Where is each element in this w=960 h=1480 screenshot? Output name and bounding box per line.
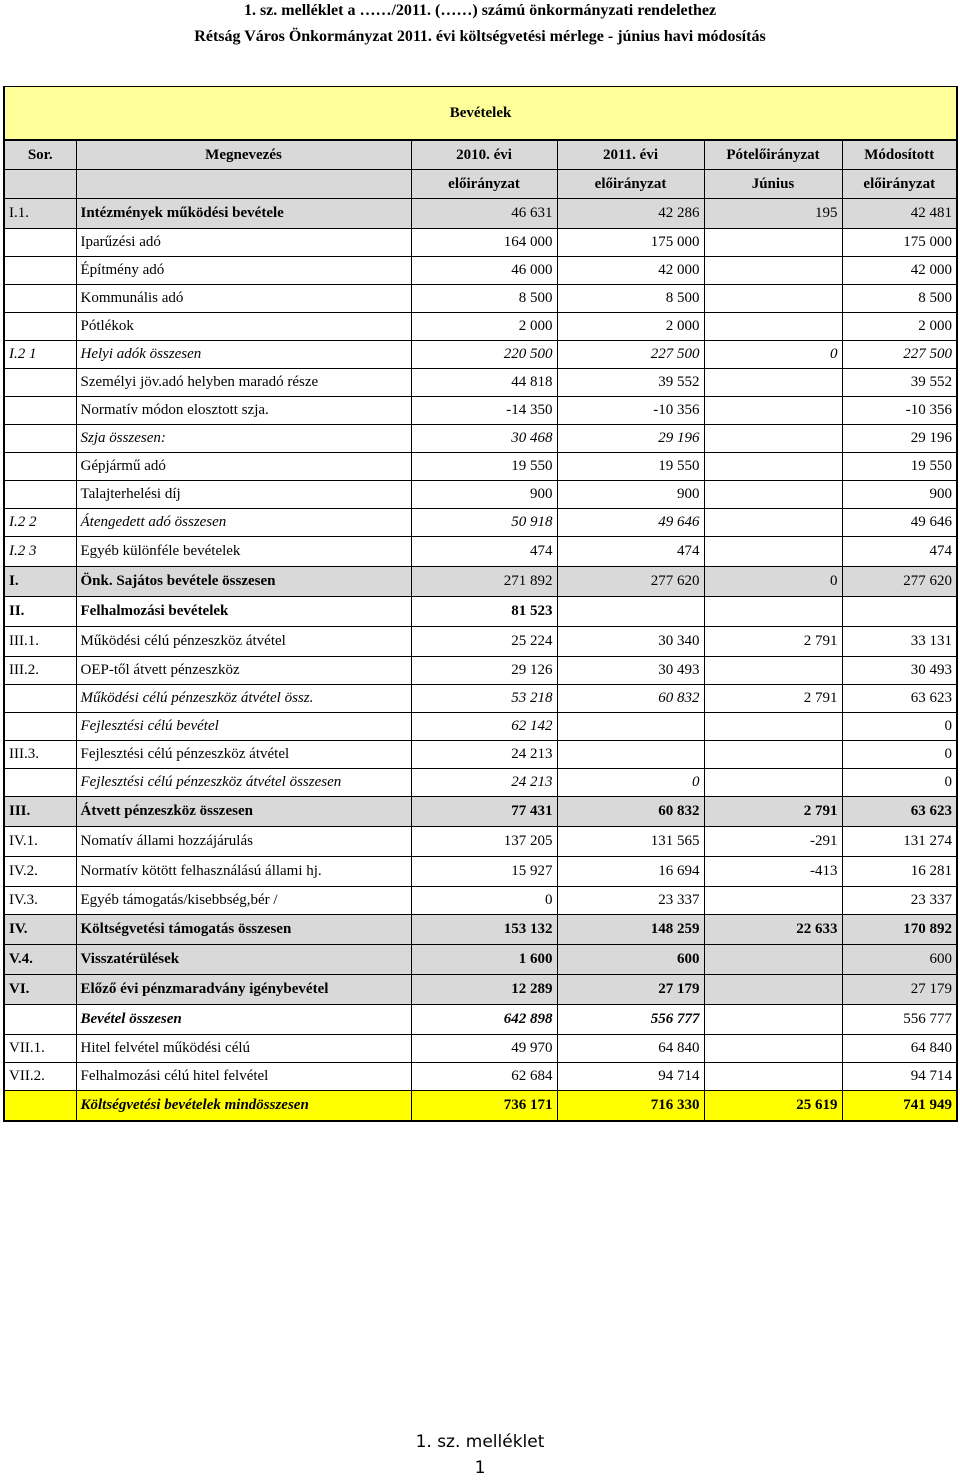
row-sor (4, 713, 76, 741)
row-sor (4, 1091, 76, 1122)
row-name: OEP-től átvett pénzeszköz (76, 657, 411, 685)
row-name: Felhalmozási bevételek (76, 597, 411, 627)
row-2011: 175 000 (557, 229, 704, 257)
row-2011: 16 694 (557, 857, 704, 887)
row-name: Visszatérülések (76, 945, 411, 975)
row-2011: 49 646 (557, 509, 704, 537)
table-row (4, 397, 957, 425)
row-modositott: 94 714 (842, 1063, 957, 1091)
row-2011: 8 500 (557, 285, 704, 313)
table-row (4, 1035, 957, 1063)
row-2011: 30 493 (557, 657, 704, 685)
document-title: 1. sz. melléklet a ……/2011. (……) számú önkormányzati rendelethez (243, 2, 717, 19)
row-modositott: 29 196 (842, 425, 957, 453)
row-modositott: 170 892 (842, 915, 957, 945)
col-header-modositott: Módosított (842, 140, 957, 170)
row-2010: 474 (411, 537, 557, 567)
row-sor (4, 769, 76, 797)
row-potelo (704, 537, 842, 567)
row-sor (4, 369, 76, 397)
row-name: Működési célú pénzeszköz átvétel (76, 627, 411, 657)
row-2010: 736 171 (411, 1091, 557, 1122)
row-modositott: 42 000 (842, 257, 957, 285)
row-name: Szja összesen: (76, 425, 411, 453)
row-2011: 29 196 (557, 425, 704, 453)
row-name: Talajterhelési díj (76, 481, 411, 509)
row-2011: 474 (557, 537, 704, 567)
row-sor: VI. (4, 975, 76, 1005)
row-2010: 153 132 (411, 915, 557, 945)
row-2011: 600 (557, 945, 704, 975)
row-2011 (557, 597, 704, 627)
row-modositott: 277 620 (842, 567, 957, 597)
row-modositott: 30 493 (842, 657, 957, 685)
row-modositott: 131 274 (842, 827, 957, 857)
row-name: Kommunális adó (76, 285, 411, 313)
row-sor: III. (4, 797, 76, 827)
row-name: Helyi adók összesen (76, 341, 411, 369)
footer-label: 1. sz. melléklet (415, 1432, 545, 1452)
row-2010: 30 468 (411, 425, 557, 453)
col-subheader-2011: előirányzat (557, 170, 704, 199)
table-row (4, 975, 957, 1005)
table-row (4, 567, 957, 597)
row-name: Fejlesztési célú pénzeszköz átvétel összesen (76, 769, 411, 797)
table-row (4, 313, 957, 341)
row-2010: 12 289 (411, 975, 557, 1005)
revenue-table (3, 86, 958, 1122)
table-row-grand-total (4, 1091, 957, 1122)
row-name: Bevétel összesen (76, 1005, 411, 1035)
row-name: Normatív kötött felhasználású állami hj. (76, 857, 411, 887)
table-row (4, 657, 957, 685)
row-modositott: 63 623 (842, 685, 957, 713)
col-header-sor: Sor. (4, 140, 76, 170)
table-row (4, 741, 957, 769)
table-row (4, 199, 957, 229)
table-row (4, 597, 957, 627)
row-2010: 19 550 (411, 453, 557, 481)
row-modositott: 900 (842, 481, 957, 509)
table-row (4, 481, 957, 509)
row-2010: 46 000 (411, 257, 557, 285)
row-sor: VII.2. (4, 1063, 76, 1091)
row-2010: 220 500 (411, 341, 557, 369)
row-potelo (704, 453, 842, 481)
row-modositott (842, 597, 957, 627)
row-2010: 44 818 (411, 369, 557, 397)
row-modositott: 175 000 (842, 229, 957, 257)
page-number: 1 (474, 1458, 486, 1478)
row-sor: I.2 3 (4, 537, 76, 567)
row-sor: IV.3. (4, 887, 76, 915)
row-potelo (704, 769, 842, 797)
row-2011: 42 286 (557, 199, 704, 229)
row-potelo: 22 633 (704, 915, 842, 945)
row-name: Költségvetési támogatás összesen (76, 915, 411, 945)
row-2011: 30 340 (557, 627, 704, 657)
row-modositott: 474 (842, 537, 957, 567)
table-row (4, 369, 957, 397)
row-name: Működési célú pénzeszköz átvétel össz. (76, 685, 411, 713)
row-2010: 25 224 (411, 627, 557, 657)
row-sor: V.4. (4, 945, 76, 975)
row-name: Önk. Sajátos bevétele összesen (76, 567, 411, 597)
row-potelo: 25 619 (704, 1091, 842, 1122)
row-2011: 716 330 (557, 1091, 704, 1122)
table-row (4, 1005, 957, 1035)
row-potelo (704, 1035, 842, 1063)
table-row (4, 537, 957, 567)
row-2011: 900 (557, 481, 704, 509)
row-potelo (704, 975, 842, 1005)
row-modositott: 556 777 (842, 1005, 957, 1035)
row-2011: 60 832 (557, 685, 704, 713)
row-modositott: 33 131 (842, 627, 957, 657)
row-sor (4, 685, 76, 713)
table-row (4, 1063, 957, 1091)
col-subheader-modositott: előirányzat (842, 170, 957, 199)
row-2011: 23 337 (557, 887, 704, 915)
row-sor (4, 453, 76, 481)
row-2010: 1 600 (411, 945, 557, 975)
row-2011: 19 550 (557, 453, 704, 481)
col-header-2010: 2010. évi (411, 140, 557, 170)
row-modositott: 227 500 (842, 341, 957, 369)
table-row (4, 425, 957, 453)
row-2010: 24 213 (411, 769, 557, 797)
row-sor: I.2 2 (4, 509, 76, 537)
row-2010: 62 684 (411, 1063, 557, 1091)
table-row (4, 509, 957, 537)
row-potelo (704, 509, 842, 537)
row-2011: 0 (557, 769, 704, 797)
row-modositott: 8 500 (842, 285, 957, 313)
row-potelo: 2 791 (704, 627, 842, 657)
table-row (4, 341, 957, 369)
row-2010: 900 (411, 481, 557, 509)
row-sor: IV. (4, 915, 76, 945)
row-modositott: 0 (842, 769, 957, 797)
row-sor (4, 425, 76, 453)
row-potelo (704, 425, 842, 453)
row-sor: III.3. (4, 741, 76, 769)
row-2010: 271 892 (411, 567, 557, 597)
row-sor: IV.2. (4, 857, 76, 887)
row-name: Intézmények működési bevétele (76, 199, 411, 229)
row-potelo (704, 1005, 842, 1035)
row-potelo: 195 (704, 199, 842, 229)
row-sor: III.2. (4, 657, 76, 685)
row-2011: 556 777 (557, 1005, 704, 1035)
row-name: Iparűzési adó (76, 229, 411, 257)
row-potelo (704, 741, 842, 769)
row-modositott: 19 550 (842, 453, 957, 481)
table-row (4, 713, 957, 741)
col-header-potelo: Pótelőirányzat (704, 140, 842, 170)
table-row (4, 887, 957, 915)
row-2010: 8 500 (411, 285, 557, 313)
row-name: Nomatív állami hozzájárulás (76, 827, 411, 857)
row-2011: 27 179 (557, 975, 704, 1005)
row-name: Költségvetési bevételek mindösszesen (76, 1091, 411, 1122)
row-2010: 164 000 (411, 229, 557, 257)
table-row (4, 857, 957, 887)
row-2011 (557, 713, 704, 741)
row-potelo (704, 1063, 842, 1091)
table-row (4, 769, 957, 797)
row-name: Pótlékok (76, 313, 411, 341)
row-potelo (704, 713, 842, 741)
col-subheader-2010: előirányzat (411, 170, 557, 199)
row-potelo (704, 887, 842, 915)
row-2011: 227 500 (557, 341, 704, 369)
row-modositott: 42 481 (842, 199, 957, 229)
row-potelo (704, 257, 842, 285)
row-modositott: 2 000 (842, 313, 957, 341)
row-2010: 77 431 (411, 797, 557, 827)
row-2011: 42 000 (557, 257, 704, 285)
row-2010: 137 205 (411, 827, 557, 857)
row-2010: 15 927 (411, 857, 557, 887)
row-sor (4, 285, 76, 313)
row-2010: 49 970 (411, 1035, 557, 1063)
col-header-2011: 2011. évi (557, 140, 704, 170)
table-row (4, 453, 957, 481)
row-name: Felhalmozási célú hitel felvétel (76, 1063, 411, 1091)
row-sor (4, 1005, 76, 1035)
table-row (4, 685, 957, 713)
row-modositott: -10 356 (842, 397, 957, 425)
row-2011: 148 259 (557, 915, 704, 945)
row-name: Gépjármű adó (76, 453, 411, 481)
row-potelo: 2 791 (704, 685, 842, 713)
row-potelo (704, 481, 842, 509)
row-modositott: 23 337 (842, 887, 957, 915)
row-name: Átvett pénzeszköz összesen (76, 797, 411, 827)
table-row (4, 945, 957, 975)
row-modositott: 63 623 (842, 797, 957, 827)
row-2010: 24 213 (411, 741, 557, 769)
row-2011: 131 565 (557, 827, 704, 857)
section-title: Bevételek (4, 87, 957, 141)
row-name: Normatív módon elosztott szja. (76, 397, 411, 425)
row-2011: 60 832 (557, 797, 704, 827)
table-row (4, 229, 957, 257)
row-name: Előző évi pénzmaradvány igénybevétel (76, 975, 411, 1005)
row-potelo: 2 791 (704, 797, 842, 827)
row-2011: 2 000 (557, 313, 704, 341)
row-potelo (704, 397, 842, 425)
row-sor: I.2 1 (4, 341, 76, 369)
row-2010: 2 000 (411, 313, 557, 341)
col-header-megnevezes: Megnevezés (76, 140, 411, 170)
row-2011: 64 840 (557, 1035, 704, 1063)
row-potelo (704, 285, 842, 313)
row-2010: 0 (411, 887, 557, 915)
row-2010: 53 218 (411, 685, 557, 713)
row-sor: VII.1. (4, 1035, 76, 1063)
row-sor (4, 481, 76, 509)
row-2011: 94 714 (557, 1063, 704, 1091)
row-sor: I.1. (4, 199, 76, 229)
table-row (4, 827, 957, 857)
row-potelo (704, 369, 842, 397)
row-potelo: -413 (704, 857, 842, 887)
row-sor (4, 229, 76, 257)
row-modositott: 27 179 (842, 975, 957, 1005)
table-row (4, 797, 957, 827)
row-modositott: 0 (842, 741, 957, 769)
row-sor (4, 313, 76, 341)
row-potelo: -291 (704, 827, 842, 857)
row-2011: -10 356 (557, 397, 704, 425)
row-modositott: 39 552 (842, 369, 957, 397)
row-modositott: 0 (842, 713, 957, 741)
row-modositott: 64 840 (842, 1035, 957, 1063)
row-2010: 46 631 (411, 199, 557, 229)
row-modositott: 49 646 (842, 509, 957, 537)
row-potelo (704, 229, 842, 257)
table-row (4, 257, 957, 285)
table-row (4, 627, 957, 657)
row-2011 (557, 741, 704, 769)
row-sor: II. (4, 597, 76, 627)
row-potelo (704, 945, 842, 975)
row-2011: 39 552 (557, 369, 704, 397)
col-subheader-potelo: Június (704, 170, 842, 199)
row-name: Egyéb támogatás/kisebbség,bér / (76, 887, 411, 915)
row-modositott: 600 (842, 945, 957, 975)
row-modositott: 741 949 (842, 1091, 957, 1122)
table-row (4, 285, 957, 313)
row-2010: -14 350 (411, 397, 557, 425)
row-name: Építmény adó (76, 257, 411, 285)
row-2010: 50 918 (411, 509, 557, 537)
row-sor: I. (4, 567, 76, 597)
row-potelo: 0 (704, 341, 842, 369)
row-potelo (704, 597, 842, 627)
row-name: Hitel felvétel működési célú (76, 1035, 411, 1063)
row-sor: III.1. (4, 627, 76, 657)
row-2010: 62 142 (411, 713, 557, 741)
row-potelo (704, 657, 842, 685)
row-sor: IV.1. (4, 827, 76, 857)
row-name: Egyéb különféle bevételek (76, 537, 411, 567)
row-2010: 642 898 (411, 1005, 557, 1035)
row-2010: 29 126 (411, 657, 557, 685)
row-name: Fejlesztési célú pénzeszköz átvétel (76, 741, 411, 769)
document-subtitle: Rétság Város Önkormányzat 2011. évi költségvetési mérlege - június havi módosítás (194, 28, 766, 45)
row-2010: 81 523 (411, 597, 557, 627)
row-name: Fejlesztési célú bevétel (76, 713, 411, 741)
row-name: Személyi jöv.adó helyben maradó része (76, 369, 411, 397)
row-modositott: 16 281 (842, 857, 957, 887)
row-potelo: 0 (704, 567, 842, 597)
row-sor (4, 397, 76, 425)
row-potelo (704, 313, 842, 341)
table-row (4, 915, 957, 945)
row-name: Átengedett adó összesen (76, 509, 411, 537)
row-sor (4, 257, 76, 285)
row-2011: 277 620 (557, 567, 704, 597)
